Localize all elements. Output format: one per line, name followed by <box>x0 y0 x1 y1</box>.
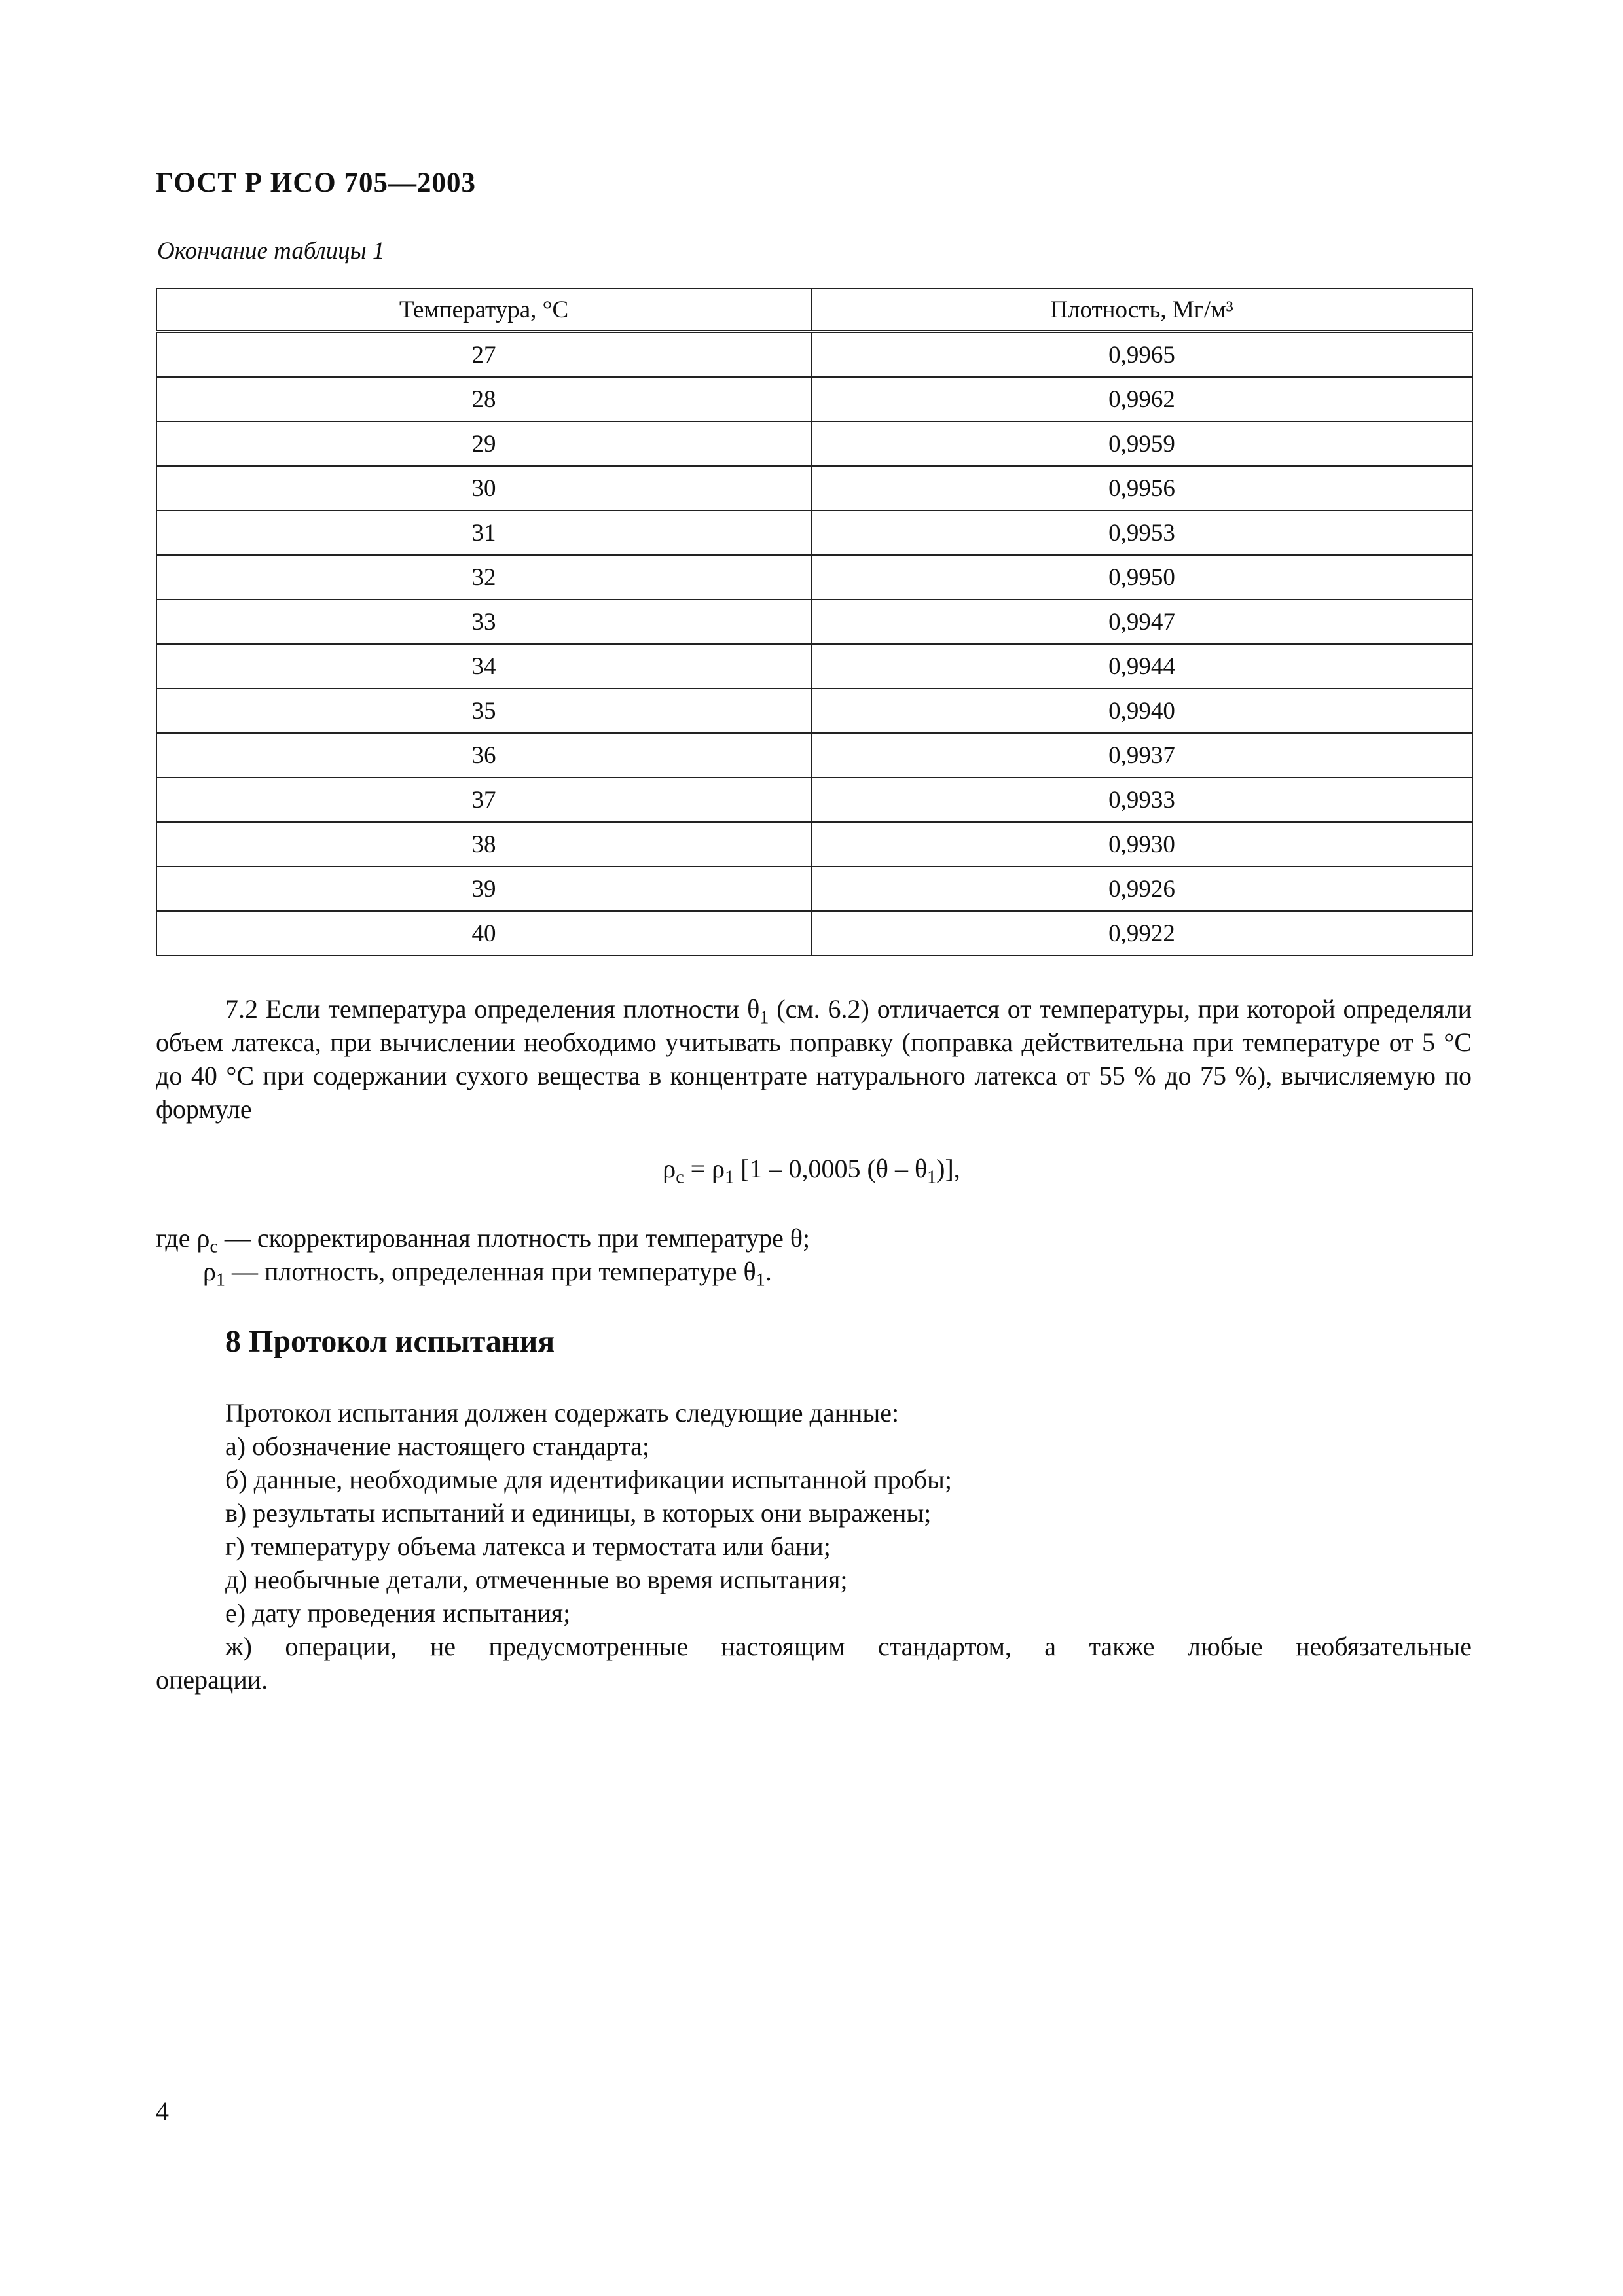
legend-line-rho-c <box>156 1221 810 1255</box>
density-cell: 0,9922 <box>811 911 1472 956</box>
formula-lhs: ρ <box>663 1154 676 1183</box>
table-row <box>156 600 1472 644</box>
formula-lhs-subscript: c <box>676 1167 684 1188</box>
density-table <box>156 288 1473 956</box>
legend-rho-c-symbol: где ρ <box>156 1223 210 1253</box>
table-body <box>156 332 1472 956</box>
paragraph-7-2-start: 7.2 Если температура определения плотности θ <box>225 994 760 1024</box>
legend-rho-c-subscript: c <box>210 1236 218 1257</box>
legend-line-rho-1 <box>156 1255 810 1291</box>
temperature-cell: 40 <box>156 911 811 956</box>
formula-legend <box>156 1221 811 1291</box>
table-row <box>156 377 1472 422</box>
formula-middle: [1 – 0,0005 (θ – θ <box>734 1154 928 1183</box>
formula-theta1-subscript: 1 <box>927 1167 937 1188</box>
temperature-cell: 30 <box>156 466 811 511</box>
legend-theta-1-subscript: 1 <box>756 1270 765 1291</box>
document-header: ГОСТ Р ИСО 705—2003 <box>156 168 476 198</box>
temperature-cell: 28 <box>156 377 811 422</box>
table-row <box>156 689 1472 733</box>
correction-formula <box>0 1152 1623 1188</box>
protocol-item: г) температуру объема латекса и термостата или бани; <box>225 1532 831 1561</box>
table-row <box>156 778 1472 822</box>
table-row <box>156 332 1472 378</box>
temperature-cell: 36 <box>156 733 811 778</box>
density-cell: 0,9926 <box>811 867 1472 911</box>
temperature-cell: 27 <box>156 332 811 378</box>
table-row <box>156 422 1472 466</box>
density-cell: 0,9937 <box>811 733 1472 778</box>
table-row <box>156 867 1472 911</box>
legend-rho-1-symbol: ρ <box>203 1257 216 1286</box>
paragraph-7-2 <box>156 992 1472 1126</box>
protocol-item: в) результаты испытаний и единицы, в которых они выражены; <box>225 1498 932 1528</box>
table-row <box>156 555 1472 600</box>
formula-end: )], <box>936 1154 960 1183</box>
temperature-cell: 39 <box>156 867 811 911</box>
temperature-cell: 37 <box>156 778 811 822</box>
density-cell: 0,9959 <box>811 422 1472 466</box>
legend-rho-1-subscript: 1 <box>215 1270 225 1291</box>
density-cell: 0,9933 <box>811 778 1472 822</box>
density-cell: 0,9965 <box>811 332 1472 378</box>
table-row <box>156 733 1472 778</box>
protocol-item-last-line2: операции. <box>156 1665 268 1695</box>
page-number: 4 <box>156 2096 169 2126</box>
temperature-cell: 32 <box>156 555 811 600</box>
protocol-item-last-line1: ж) операции, не предусмотренные настоящим стандартом, а также любые необязательные <box>225 1632 1472 1661</box>
table-header-row <box>156 289 1472 332</box>
density-cell: 0,9950 <box>811 555 1472 600</box>
paragraph-7-2-rest: (см. 6.2) отличается от температуры, при которой определяли объем латекса, при вычислении необходимо учитывать поправку (поправка действительна при температуре от 5 °С до 40 °С при содержании сухого вещества в концентрате натурального латекса от 55 % до 75 %), вычисляемую по формуле <box>156 994 1472 1124</box>
density-cell: 0,9962 <box>811 377 1472 422</box>
legend-rho-1-text: — плотность, определенная при температуре θ <box>225 1257 756 1286</box>
table-caption: Окончание таблицы 1 <box>157 238 385 264</box>
section-8-intro: Протокол испытания должен содержать следующие данные: <box>225 1398 900 1427</box>
table-row <box>156 822 1472 867</box>
density-cell: 0,9930 <box>811 822 1472 867</box>
protocol-item: а) обозначение настоящего стандарта; <box>225 1431 649 1461</box>
density-cell: 0,9953 <box>811 511 1472 555</box>
protocol-item: е) дату проведения испытания; <box>225 1598 571 1628</box>
temperature-cell: 29 <box>156 422 811 466</box>
column-header-temperature: Температура, °С <box>156 289 811 332</box>
table-row <box>156 511 1472 555</box>
section-8-title: 8 Протокол испытания <box>225 1324 555 1359</box>
temperature-cell: 35 <box>156 689 811 733</box>
table-row <box>156 911 1472 956</box>
legend-rho-1-end: . <box>765 1257 772 1286</box>
temperature-cell: 38 <box>156 822 811 867</box>
table-row <box>156 644 1472 689</box>
section-8-body <box>156 1396 1472 1696</box>
formula-equals-rho: = ρ <box>684 1154 725 1183</box>
density-cell: 0,9944 <box>811 644 1472 689</box>
density-cell: 0,9947 <box>811 600 1472 644</box>
table-row <box>156 466 1472 511</box>
temperature-cell: 33 <box>156 600 811 644</box>
density-cell: 0,9956 <box>811 466 1472 511</box>
temperature-cell: 31 <box>156 511 811 555</box>
density-cell: 0,9940 <box>811 689 1472 733</box>
temperature-cell: 34 <box>156 644 811 689</box>
legend-rho-c-text: — скорректированная плотность при температуре θ; <box>217 1223 811 1253</box>
protocol-item: б) данные, необходимые для идентификации испытанной пробы; <box>225 1465 952 1494</box>
protocol-item: д) необычные детали, отмеченные во время испытания; <box>225 1565 848 1594</box>
theta-subscript: 1 <box>759 1007 769 1028</box>
column-header-density: Плотность, Мг/м³ <box>811 289 1472 332</box>
formula-rho1-subscript: 1 <box>725 1167 735 1188</box>
